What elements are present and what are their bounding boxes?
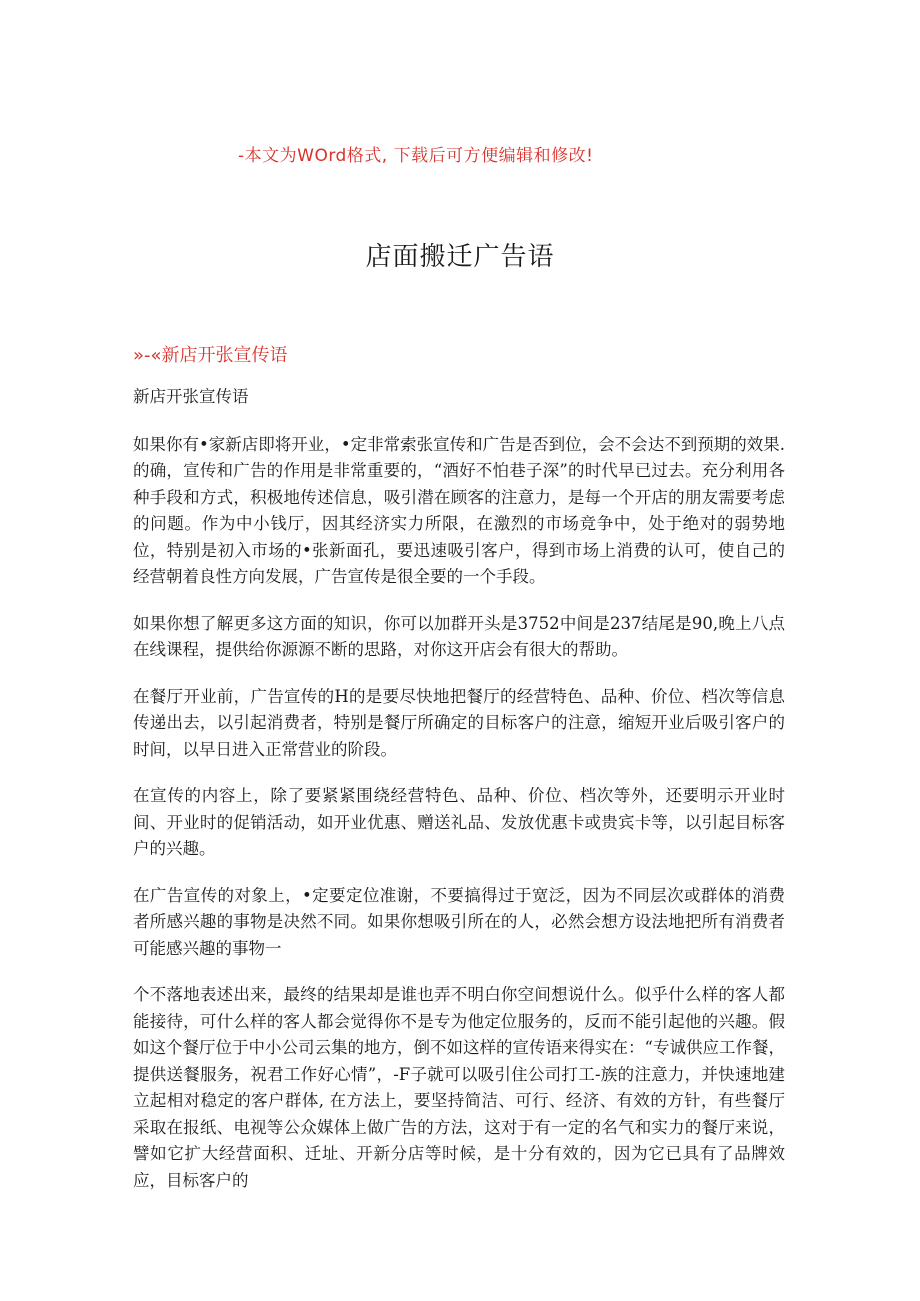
paragraph: 如果你有•家新店即将开业，•定非常索张宣传和广告是否到位，会不会达不到预期的效果. 的确，宣传和广告的作用是非常重要的，“酒好不怕巷子深”的时代早已过去。充分利用各种手段和方式，积极地传述信息，吸引潜在顾客的注意力，是每一个开店的朋友需要考虑的问题。作为中小钱厅，因其经济实力所限，在激烈的市场竞争中，处于绝对的弱势地位，特别是初入市场的•张新面孔，要迅速吸引客户，得到市场上消费的认可，使自己的经营朝着良性方向发展，广告宣传是很全要的一个手段。 [133, 434, 785, 586]
document-body [133, 384, 785, 1214]
paragraph: 在宣传的内容上，除了要紧紧围绕经营特色、品种、价位、档次等外，还要明示开业时间、开业时的促销活动，如开业优惠、赠送礼品、发放优惠卡或贵宾卡等，以引起目标客户的兴趣。 [133, 786, 785, 858]
paragraph: 如果你想了解更多这方面的知识，你可以加群开头是3752中间是237结尾是90,晚上八点在线课程，提供给你源源不断的思路，对你这开店会有很大的帮助。 [133, 613, 785, 659]
editable-notice: -本文为WOrd格式, 下载后可方便编辑和修改! [238, 146, 594, 166]
paragraph: 个不落地表述出来，最终的结果却是谁也弄不明白你空间想说什么。似乎什么样的客人都能接待，可什么样的客人都会觉得你不是专为他定位服务的，反而不能引起他的兴趣。假如这个餐厅位于中小公司云集的地方，倒不如这样的宣传语来得实在：“专诚供应工作餐，提供送餐服务，祝君工作好心情”，-F子就可以吸引住公司打工-族的注意力，并快速地建立起相对稳定的客户群体, 在方法上，要坚持简洁、可行、经济、有效的方针，有些餐厅采取在报纸、电视等公众媒体上做广告的方法，这对于有一定的名气和实力的餐厅来说，譬如它扩大经营面积、迁址、开新分店等时候，是十分有效的，因为它已具有了品牌效应，目标客户的 [133, 985, 785, 1190]
page-title: 店面搬迁广告语 [365, 242, 555, 272]
paragraph: 在餐厅开业前，广告宣传的H的是要尽快地把餐厅的经营特色、品种、价位、档次等信息传递出去，以引起消费者，特别是餐厅所确定的目标客户的注意，缩短开业后吸引客户的时间，以早日进入正常营业的阶段。 [133, 686, 785, 759]
section-heading: »-«新店开张宣传语 [133, 345, 288, 366]
paragraph-subtitle: 新店开张宣传语 [133, 387, 249, 406]
paragraph: 在广告宣传的对象上，•定要定位准谢，不要搞得过于宽泛，因为不同层次或群体的消费者所感兴趣的事物是决然不同。如果你想吸引所在的人，必然会想方设法地把所有消费者可能感兴趣的事物一 [133, 885, 785, 958]
